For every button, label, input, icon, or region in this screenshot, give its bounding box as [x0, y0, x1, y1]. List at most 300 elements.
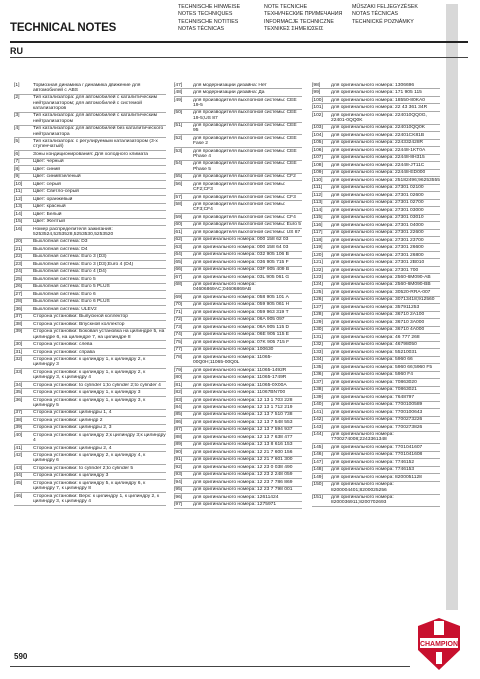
note-number: [52]	[174, 135, 183, 141]
note-number: [143]	[312, 424, 323, 430]
page-number: 590	[14, 652, 28, 661]
logo-text: CHAMPION	[419, 641, 459, 648]
note-number: [134]	[312, 357, 323, 363]
note-number: [47]	[174, 82, 183, 88]
note-number: [138]	[312, 387, 323, 393]
note-number: [85]	[174, 412, 183, 418]
note-text: для оригинального номера: 7700100643	[331, 409, 423, 415]
note-entry	[14, 82, 166, 95]
note-text: для оригинального номера: 27301 23700	[331, 237, 424, 243]
note-text: для оригинального номера: 1306696	[331, 82, 415, 88]
note-text: для оригинального номера: 7700100589	[331, 402, 423, 408]
note-text: для оригинального номера: 2560-6M090-AB	[331, 275, 431, 280]
note-number: [118]	[312, 237, 323, 243]
footer-divider	[10, 666, 410, 667]
header-line: NOTE TECNICHE	[264, 4, 308, 10]
note-entry	[312, 417, 440, 424]
note-number: [101]	[312, 105, 323, 111]
note-number: [82]	[174, 390, 183, 396]
note-entry	[14, 126, 166, 139]
note-text: Тормозная динамика / динамика движение для автомобилей с ABS	[33, 82, 141, 93]
note-entry	[174, 449, 302, 456]
note-entry	[14, 299, 166, 306]
note-entry	[312, 155, 440, 162]
note-entry	[174, 274, 302, 281]
note-entry	[312, 364, 440, 371]
note-entry	[14, 138, 166, 151]
note-entry	[312, 342, 440, 349]
note-text: для оригинального номера: 27301 04000	[331, 222, 424, 228]
note-entry	[312, 312, 440, 319]
note-number: [39]	[14, 425, 23, 431]
note-number: [112]	[312, 192, 323, 198]
note-text: для оригинального номера: 27301 700	[331, 267, 419, 273]
note-entry	[174, 339, 302, 346]
note-number: [95]	[174, 487, 183, 493]
note-text: для оригинального номера: 7648797	[331, 394, 415, 400]
note-text: Цвет: красный	[33, 204, 66, 210]
note-text: для оригинального номера: 27301 26600	[331, 245, 424, 251]
note-entry	[174, 472, 302, 479]
note-number: [105]	[312, 140, 323, 146]
note-number: [39]	[14, 329, 23, 335]
note-text: Сторона установки: к цилиндру 5, к цилиндру 6, к цилиндру 7, к цилиндру 8	[33, 480, 146, 492]
note-number: [16]	[14, 226, 23, 232]
note-text: Сторона установки: цилиндры 1, 4	[33, 410, 112, 416]
note-entry	[312, 459, 440, 466]
note-number: [144]	[312, 432, 323, 438]
note-text: для оригинального номера: 12 23 7 786 869	[193, 479, 293, 485]
note-entry	[312, 244, 440, 251]
notes-column-1	[14, 82, 166, 506]
note-text: для оригинального номера: 30713418;912560	[331, 297, 435, 303]
note-number: [127]	[312, 304, 323, 310]
notes-column-2	[174, 82, 302, 509]
note-text: для оригинального номера: 27301 03000	[331, 207, 424, 213]
note-number: [100]	[312, 97, 323, 103]
note-number: [130]	[312, 327, 323, 333]
note-number: [116]	[312, 222, 323, 228]
note-text: для оригинального номера: 22448-8H315	[331, 155, 425, 161]
note-entry	[312, 207, 440, 214]
note-number: [11]	[14, 189, 22, 195]
note-number: [136]	[312, 372, 323, 378]
note-number: [122]	[312, 267, 323, 273]
note-text: для оригинального номера: 032 905 106 B	[193, 252, 289, 258]
note-number: [68]	[174, 282, 183, 288]
note-text: для оригинального номера: 8200004401;8200025256	[331, 482, 394, 493]
note-number: [62]	[174, 237, 183, 243]
note-number: [140]	[312, 402, 323, 408]
note-number: [87]	[174, 427, 183, 433]
note-text: для оригинального номера: 000 158 64 03	[193, 244, 289, 250]
note-number: [107]	[312, 155, 323, 161]
note-number: [147]	[312, 459, 323, 465]
note-text: для оригинального номера: 27301 03010	[331, 215, 424, 221]
header-line: NOTES TECHNIQUES	[178, 11, 233, 18]
note-text: для оригинального номера: 06A 905 115 D	[193, 324, 290, 330]
note-entry	[14, 159, 166, 166]
note-number: [141]	[312, 409, 323, 415]
note-number: [104]	[312, 132, 323, 138]
note-text: для оригинального номера: 27301 22600	[331, 230, 424, 236]
note-text: для оригинального номера: 171 905 115	[331, 90, 422, 96]
note-text: для оригинального номера: 27301 02100	[331, 185, 424, 191]
header-line: ТЕХНИЧЕСКИЕ ПРИМЕЧАНИЯ	[264, 11, 343, 18]
note-entry	[312, 319, 440, 326]
note-text: Цвет: синий	[33, 166, 61, 172]
note-number: [15]	[14, 219, 23, 225]
note-number: [30]	[14, 342, 23, 348]
note-entry	[312, 474, 440, 481]
note-number: [53]	[174, 148, 183, 154]
note-entry	[312, 132, 440, 139]
note-entry	[312, 304, 440, 311]
note-entry	[174, 97, 302, 110]
note-number: [57]	[174, 194, 183, 200]
note-text: Цвет: серый	[33, 181, 61, 187]
note-number: [93]	[174, 472, 183, 478]
note-entry	[312, 432, 440, 445]
note-number: [46]	[14, 493, 23, 499]
note-text: для оригинального номера: 036 905 715 F	[193, 259, 289, 265]
note-text: для оригинального номера: 12611424	[193, 494, 279, 500]
note-entry	[174, 419, 302, 426]
note-entry	[312, 267, 440, 274]
note-entry	[174, 397, 302, 404]
note-entry	[312, 452, 440, 459]
note-text: для производителя выхлопной системы: CF2;CF3	[193, 181, 286, 193]
note-text: для производителя выхлопной системы: CEE Fase 2	[193, 135, 297, 147]
note-number: [81]	[174, 382, 183, 388]
note-text: для оригинального номера: 12 21 7 601 300	[193, 457, 293, 463]
note-text: для оригинального номера: 22448-1KT0A	[331, 147, 426, 153]
note-number: [12]	[14, 196, 23, 202]
note-entry	[312, 112, 440, 125]
note-entry	[14, 389, 166, 396]
note-text: для производителя выхлопной системы: CF2	[193, 174, 296, 180]
note-entry	[14, 219, 166, 226]
page-title: TECHNICAL NOTES	[10, 22, 117, 34]
note-text: для оригинального номера: 36710 4A000	[331, 327, 425, 333]
note-text: для оригинального номера: 7746153	[331, 467, 415, 473]
note-number: [38]	[14, 417, 23, 423]
note-text: для производителя выхлопной системы: CEE Phase 4	[193, 148, 297, 159]
note-text: Сторона установки: к цилиндру 1, к цилиндру 2, к цилиндру 3	[33, 356, 146, 368]
note-entry	[174, 309, 302, 316]
note-text: для оригинального номера: 7700273826	[331, 424, 423, 430]
note-text: Выхлопная система: ULEV2	[33, 306, 97, 312]
note-number: [7]	[14, 159, 20, 165]
note-entry	[14, 113, 166, 126]
note-number: [123]	[312, 275, 323, 280]
note-number: [128]	[312, 312, 323, 318]
note-text: Сторона установки: цилиндры 2, 4	[33, 445, 112, 451]
note-text: для модернизации дизайна: Да	[193, 90, 265, 96]
header-line: TECHNISCHE HINWEISE	[178, 4, 241, 10]
note-text: для оригинального номера: 04606869AC;04606869AB	[193, 282, 256, 293]
note-number: [77]	[174, 347, 183, 353]
note-text: для оригинального номера: 12 21 7 600 156	[193, 449, 293, 455]
note-text: для оригинального номера: 25182496;96253555	[331, 177, 440, 183]
note-entry	[174, 181, 302, 194]
note-entry	[312, 89, 440, 96]
note-entry	[14, 473, 166, 480]
note-number: [114]	[312, 207, 323, 213]
note-number: [146]	[312, 452, 323, 458]
note-text: Выхлопная система: Euro 4 (D4)	[33, 269, 107, 275]
note-number: [89]	[174, 442, 183, 448]
note-text: для производителя выхлопной системы: US 87	[193, 229, 301, 235]
note-text: для оригинального номера: 058 905 101 A	[193, 294, 289, 300]
note-entry	[14, 291, 166, 298]
note-entry	[174, 389, 302, 396]
note-entry	[174, 354, 302, 367]
header-line: NOTAS TÉCNICAS	[352, 11, 399, 18]
header-line: NOTAS TÉCNICAS	[178, 26, 225, 33]
note-entry	[14, 321, 166, 328]
note-number: [36]	[14, 306, 23, 312]
note-number: [132]	[312, 342, 323, 348]
note-entry	[14, 410, 166, 417]
note-entry	[312, 357, 440, 364]
note-number: [21]	[14, 246, 23, 252]
note-entry	[14, 341, 166, 348]
note-entry	[312, 147, 440, 154]
note-entry	[174, 123, 302, 136]
note-entry	[312, 82, 440, 89]
note-entry	[14, 314, 166, 321]
note-text: для оригинального номера: 06A 905 097	[193, 317, 285, 323]
note-entry	[174, 487, 302, 494]
note-entry	[312, 222, 440, 229]
note-number: [109]	[312, 170, 323, 176]
note-number: [83]	[174, 397, 183, 403]
note-text: для оригинального номера: 1275971	[193, 502, 277, 508]
note-entry	[174, 282, 302, 295]
note-entry	[14, 196, 166, 203]
note-entry	[312, 372, 440, 379]
note-number: [13]	[14, 204, 23, 210]
note-entry	[14, 246, 166, 253]
note-number: [38]	[14, 321, 23, 327]
note-entry	[14, 382, 166, 389]
note-number: [4]	[14, 126, 20, 132]
note-number: [74]	[174, 332, 183, 338]
note-number: [61]	[174, 229, 183, 235]
note-entry	[312, 467, 440, 474]
note-entry	[174, 427, 302, 434]
note-entry	[312, 402, 440, 409]
note-number: [10]	[14, 181, 23, 187]
note-number: [80]	[174, 375, 183, 381]
note-text: для оригинального номера: 55210031	[331, 349, 417, 355]
note-entry	[312, 237, 440, 244]
note-text: Сторона установки: to cylinder 1;to cylinder 2;to cylinder 4	[33, 382, 161, 388]
note-entry	[174, 317, 302, 324]
note-number: [3]	[14, 113, 20, 119]
note-text: для оригинального номера: 30520-RRA-007	[331, 289, 431, 295]
note-text: для оригинального номера: 5960 66;5960 F5	[331, 364, 433, 370]
note-number: [1]	[14, 82, 20, 88]
note-number: [75]	[174, 339, 183, 345]
note-text: для оригинального номера: 224010QQ0G, 22401-0QQ0K	[331, 112, 427, 123]
note-text: для оригинального номера: 12 23 2 248 059	[193, 472, 293, 478]
note-entry	[14, 452, 166, 465]
note-entry	[174, 412, 302, 419]
note-text: Тип катализатора: с регулируемым катализатором (3-х ступенчатый)	[33, 139, 158, 150]
note-number: [64]	[174, 252, 183, 258]
note-entry	[312, 289, 440, 296]
note-number: [37]	[14, 410, 23, 416]
note-number: [34]	[14, 382, 23, 388]
language-divider	[10, 57, 468, 58]
note-entry	[14, 211, 166, 218]
note-text: для производителя выхлопной системы: CF4	[193, 214, 296, 220]
note-text: для производителя выхлопной системы: CEE 19-5	[193, 97, 297, 108]
note-text: для оригинального номера: 46798050	[331, 342, 417, 348]
note-entry	[312, 379, 440, 386]
note-text: для оригинального номера: 27301 02600	[331, 192, 424, 198]
note-entry	[14, 284, 166, 291]
note-entry	[312, 387, 440, 394]
note-number: [41]	[14, 445, 23, 451]
note-entry	[14, 445, 166, 452]
note-number: [98]	[312, 82, 321, 88]
side-tab-bar	[446, 4, 458, 610]
note-number: [33]	[14, 369, 23, 375]
note-text: Тип катализатора: для автомобилей с каталитическим нейтрализатором; для автомобилей с системой катализаторов	[33, 95, 157, 111]
note-entry	[312, 162, 440, 169]
note-text: для оригинального номера: 2560-6M090-BB	[331, 282, 431, 288]
note-text: для оригинального номера: 22448-JT11C	[331, 162, 425, 168]
note-number: [90]	[174, 449, 183, 455]
note-number: [48]	[174, 90, 183, 96]
note-entry	[312, 334, 440, 341]
note-entry	[312, 200, 440, 207]
note-number: [106]	[312, 147, 323, 153]
note-text: Цвет: Светло-серый	[33, 189, 79, 195]
note-text: для оригинального номера: 12 23 0 038 490	[193, 464, 293, 470]
note-number: [110]	[312, 177, 323, 183]
note-number: [121]	[312, 260, 323, 266]
note-text: для оригинального номера: 059 963 319 T	[193, 309, 289, 315]
note-text: для производителя выхлопной системы: CF3	[193, 194, 296, 200]
note-number: [43]	[14, 465, 23, 471]
note-number: [117]	[312, 230, 323, 236]
note-text: для оригинального номера: 8200036911;8200702693	[331, 495, 394, 506]
note-number: [24]	[14, 269, 23, 275]
note-text: для оригинального номера: 5960 66	[331, 357, 413, 363]
note-entry	[312, 192, 440, 199]
note-text: Зоны кондиционирования: Для холодного климата	[33, 151, 149, 157]
note-entry	[312, 327, 440, 334]
note-text: Выхлопная система: Euro 3 (D3);Euro 4 (D4)	[33, 261, 134, 267]
note-text: для оригинального номера: 7701041608	[331, 452, 423, 458]
note-number: [50]	[174, 110, 183, 116]
note-text: для оригинального номера: 12 13 7 638 477	[193, 434, 293, 440]
note-entry	[174, 135, 302, 148]
note-number: [26]	[14, 284, 23, 290]
note-text: Сторона установки: цилиндр 2	[33, 417, 103, 423]
note-entry	[312, 104, 440, 111]
note-text: Сторона установки: слева	[33, 342, 93, 348]
note-text: для оригинального номера: 11065-00Q0H;11065-00Q0L	[193, 354, 272, 366]
note-number: [20]	[14, 239, 23, 245]
note-text: для оригинального номера: 27301 26800	[331, 252, 424, 258]
header-col-3	[352, 4, 418, 26]
note-number: [78]	[174, 354, 183, 360]
note-number: [111]	[312, 185, 323, 191]
note-text: для производителя выхлопной системы: CEE Phase 5	[193, 161, 297, 172]
note-entry	[312, 215, 440, 222]
header-line: TECHNICKÉ POZNÁMKY	[352, 18, 414, 25]
note-number: [88]	[174, 434, 183, 440]
note-text: для оригинального номера: 12 23 7 798 001	[193, 487, 293, 493]
note-text: Сторона установки: к цилиндру 1, к цилиндру 3, к цилиндру 5	[33, 397, 146, 408]
note-entry	[14, 269, 166, 276]
note-number: [142]	[312, 417, 323, 423]
note-number: [137]	[312, 379, 323, 385]
note-entry	[14, 432, 166, 445]
note-text: для оригинального номера: 03L 905 061 G	[193, 274, 290, 280]
note-text: для оригинального номера: 22401CK81B	[331, 132, 425, 138]
note-text: для оригинального номера: 8200051128	[331, 474, 422, 480]
note-text: Цвет: Желтый	[33, 219, 66, 225]
note-entry	[174, 332, 302, 339]
note-number: [22]	[14, 254, 23, 260]
note-number: [97]	[174, 502, 183, 508]
note-number: [2]	[14, 95, 20, 101]
note-text: для оригинального номера: 36710 3A000	[331, 319, 425, 325]
note-number: [108]	[312, 162, 323, 168]
note-number: [92]	[174, 464, 183, 470]
note-text: для оригинального номера: 11067BN700	[193, 390, 286, 396]
note-text: Цвет: Белый	[33, 211, 62, 217]
note-text: для производителя выхлопной системы: CEE 19-5;US 87	[193, 110, 297, 121]
note-number: [36]	[14, 397, 23, 403]
note-number: [71]	[174, 309, 183, 315]
note-entry	[312, 140, 440, 147]
note-number: [55]	[174, 174, 183, 180]
note-number: [113]	[312, 200, 323, 206]
header-line: ΤΕΧΝΙΚΕΣ ΣΗΜΕΙΩΣΕΙΣ	[264, 26, 324, 33]
note-number: [94]	[174, 479, 183, 485]
note-text: для оригинального номера: 06E 905 115 E	[193, 332, 290, 338]
note-entry	[174, 222, 302, 229]
note-number: [96]	[174, 494, 183, 500]
note-text: Выхлопная система: Euro 3 (D3)	[33, 254, 107, 260]
note-text: для оригинального номера: 12 13 7 548 553	[193, 419, 293, 425]
note-entry	[174, 229, 302, 236]
note-text: для оригинального номера: 000 158 62 03	[193, 237, 289, 243]
note-entry	[174, 367, 302, 374]
note-entry	[312, 230, 440, 237]
note-number: [148]	[312, 467, 323, 473]
note-entry	[174, 82, 302, 89]
note-entry	[174, 148, 302, 161]
note-number: [103]	[312, 125, 323, 131]
note-text: Сторона установки: к цилиндру 2, к цилиндру 4, к цилиндру 6	[33, 453, 146, 464]
note-number: [73]	[174, 324, 183, 330]
note-text: для оригинального номера: 5960 F4	[331, 372, 414, 378]
note-number: [126]	[312, 297, 323, 303]
note-text: для производителя выхлопной системы: CF3;CF4	[193, 202, 286, 213]
note-entry	[14, 356, 166, 369]
note-entry	[312, 177, 440, 184]
note-number: [23]	[14, 261, 23, 267]
note-number: [125]	[312, 289, 323, 295]
